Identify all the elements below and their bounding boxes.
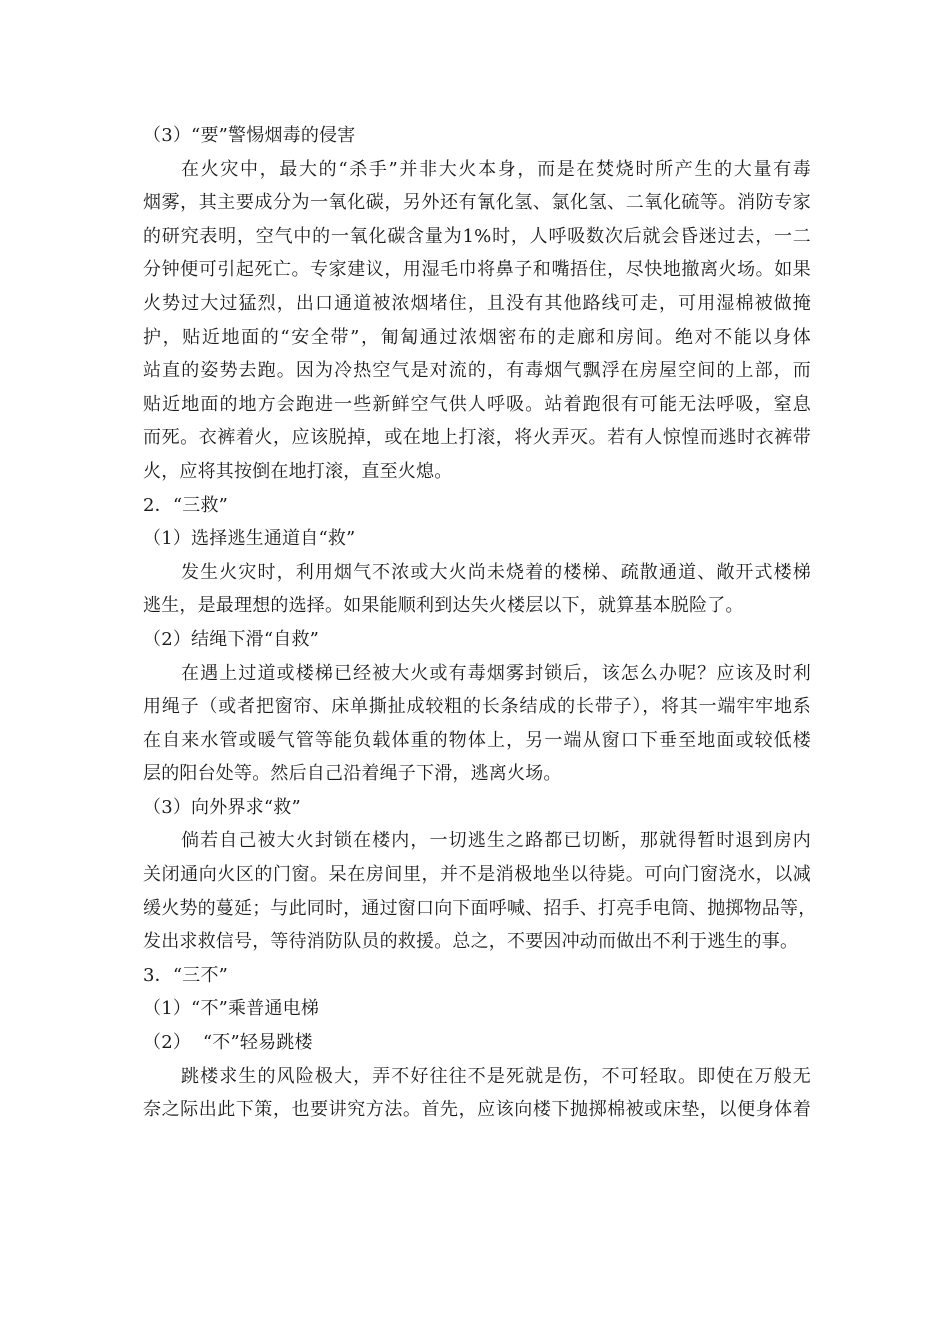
paragraph-line: 贴近地面的地方会跑进一些新鲜空气供人呼吸。站着跑很有可能无法呼吸，窒息 [143, 393, 811, 415]
paragraph-line: 而死。衣裤着火，应该脱掉，或在地上打滚，将火弄灭。若有人惊惶而逃时衣裤带 [143, 427, 811, 449]
section-heading-2: 2．“三救” [143, 494, 229, 516]
subsection-heading: （3）向外界求“救” [143, 796, 301, 818]
paragraph-line: 在火灾中，最大的“杀手”并非大火本身，而是在焚烧时所产生的大量有毒 [181, 158, 811, 180]
paragraph-line: 倘若自己被大火封锁在楼内，一切逃生之路都已切断，那就得暂时退到房内 [181, 830, 811, 852]
paragraph-line: 缓火势的蔓延；与此同时，通过窗口向下面呼喊、招手、打亮手电筒、抛掷物品等， [143, 897, 817, 919]
section-heading-3-smoke: （3）“要”警惕烟毒的侵害 [143, 125, 356, 146]
paragraph-line: 火，应将其按倒在地打滚，直至火熄。 [143, 460, 453, 482]
paragraph-line: 分钟便可引起死亡。专家建议，用湿毛巾将鼻子和嘴捂住，尽快地撤离火场。如果 [143, 259, 811, 281]
paragraph-line: 发生火灾时，利用烟气不浓或大火尚未烧着的楼梯、疏散通道、敞开式楼梯 [181, 561, 811, 583]
paragraph-line: 用绳子（或者把窗帘、床单撕扯成较粗的长条结成的长带子），将其一端牢牢地系 [143, 696, 811, 718]
subsection-heading: （2）结绳下滑“自救” [143, 628, 320, 650]
paragraph-line: 的研究表明，空气中的一氧化碳含量为1%时，人呼吸数次后就会昏迷过去，一二 [143, 225, 811, 247]
paragraph-line: 关闭通向火区的门窗。呆在房间里，并不是消极地坐以待毙。可向门窗浇水，以减 [143, 864, 811, 886]
document-page [143, 119, 817, 1127]
section-heading-3: 3．“三不” [143, 964, 229, 986]
paragraph-line: 层的阳台处等。然后自己沿着绳子下滑，逃离火场。 [143, 763, 562, 785]
paragraph-line: 奈之际出此下策，也要讲究方法。首先，应该向楼下抛掷棉被或床垫，以便身体着 [143, 1099, 811, 1121]
paragraph-line: 在自来水管或暖气管等能负载体重的物体上，另一端从窗口下垂至地面或较低楼 [143, 729, 811, 751]
paragraph-line: 烟雾，其主要成分为一氧化碳，另外还有氰化氢、氯化氢、二氧化硫等。消防专家 [143, 192, 811, 214]
paragraph-line: 逃生，是最理想的选择。如果能顺利到达失火楼层以下，就算基本脱险了。 [143, 595, 744, 617]
paragraph-line: 跳楼求生的风险极大，弄不好往往不是死就是伤，不可轻取。即使在万般无 [181, 1065, 811, 1087]
subsection-heading: （2） “不”轻易跳楼 [143, 1032, 313, 1054]
paragraph-line: 站直的姿势去跑。因为冷热空气是对流的，有毒烟气飘浮在房屋空间的上部，而 [143, 360, 811, 382]
subsection-heading: （1）选择逃生通道自“救” [143, 528, 356, 550]
paragraph-line: 护，贴近地面的“安全带”，匍匐通过浓烟密布的走廊和房间。绝对不能以身体 [143, 326, 811, 348]
paragraph-line: 火势过大过猛烈，出口通道被浓烟堵住，且没有其他路线可走，可用湿棉被做掩 [143, 292, 811, 314]
subsection-heading: （1）“不”乘普通电梯 [143, 998, 320, 1020]
paragraph-line: 在遇上过道或楼梯已经被大火或有毒烟雾封锁后，该怎么办呢？应该及时利 [181, 662, 811, 684]
paragraph-line: 发出求救信号，等待消防队员的救援。总之，不要因冲动而做出不利于逃生的事。 [143, 931, 799, 953]
